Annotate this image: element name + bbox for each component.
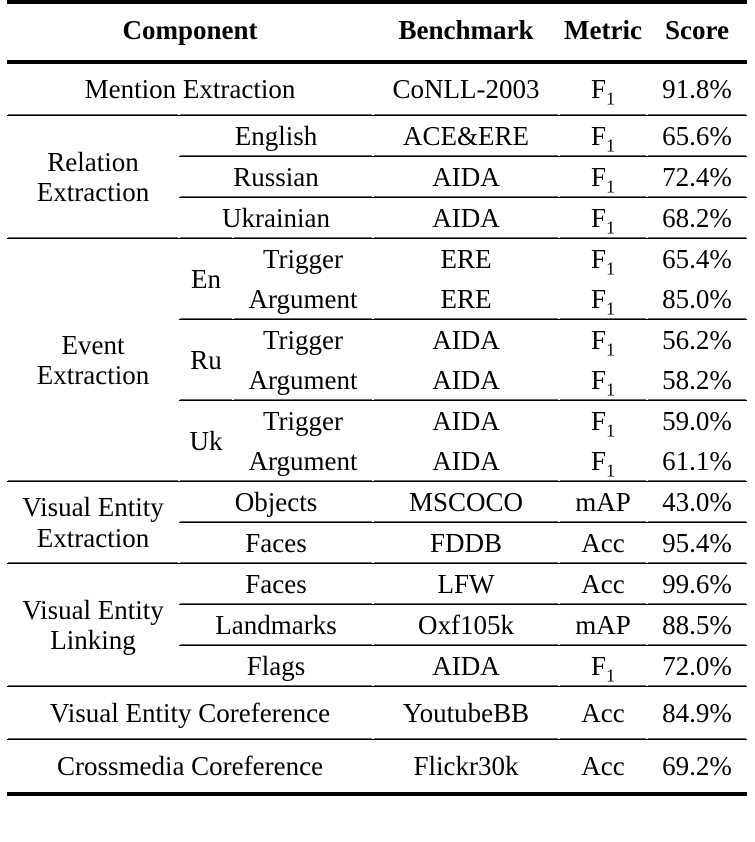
table-row (7, 564, 747, 605)
component-visual-entity-linking: Visual Entity Linking (7, 564, 179, 687)
metric-value: $F_1$ (591, 445, 615, 480)
score-value: 68.2% (647, 198, 747, 239)
metric-value: $F_1$ (559, 157, 647, 198)
subcomponent-label: Trigger (233, 239, 373, 280)
subcomponent-label: Flags (179, 646, 373, 687)
score-value: 65.4% (647, 239, 747, 280)
metric-subscript: 1 (606, 664, 615, 685)
benchmark-value: AIDA (373, 646, 559, 687)
benchmark-value: AIDA (432, 445, 500, 476)
component-visual-entity-coreference: Visual Entity Coreference (7, 687, 373, 740)
benchmark-value: AIDA (373, 198, 559, 239)
metric-value: $F_1$ (559, 320, 647, 361)
language-en: En (179, 239, 233, 320)
subcomponent-label: Trigger (233, 320, 373, 361)
column-header-metric: Metric (559, 2, 647, 62)
metric-subscript: 1 (606, 338, 615, 359)
score-value: 65.6% (647, 116, 747, 157)
metric-subscript: 1 (606, 297, 615, 318)
language-uk: Uk (179, 401, 233, 482)
score-value: 56.2% (647, 320, 747, 361)
table-row (7, 687, 747, 740)
score-value: 85.0% (662, 283, 732, 314)
metric-value: $F_1$ (559, 116, 647, 157)
subcomponent-label: Objects (179, 482, 373, 523)
subcomponent-label: Argument (248, 445, 358, 476)
header-row (7, 2, 747, 62)
table-row (7, 482, 747, 523)
metric-value: mAP (559, 605, 647, 646)
score-value: 59.0% (647, 401, 747, 442)
column-header-component: Component (7, 2, 373, 62)
metric-value: Acc (559, 564, 647, 605)
benchmark-value: ERE (440, 283, 492, 314)
table-row (7, 239, 747, 280)
subcomponent-label: English (179, 116, 373, 157)
benchmark-value: Flickr30k (373, 740, 559, 795)
component-crossmedia-coreference: Crossmedia Coreference (7, 740, 373, 795)
subcomponent-label: Faces (179, 564, 373, 605)
metric-value: mAP (559, 482, 647, 523)
benchmark-value: FDDB (373, 523, 559, 564)
benchmark-value: CoNLL-2003 (373, 62, 559, 116)
score-value: 88.5% (647, 605, 747, 646)
score-value: 69.2% (647, 740, 747, 795)
metric-value: $F_1$ (591, 283, 615, 318)
column-header-benchmark: Benchmark (373, 2, 559, 62)
benchmark-value: AIDA (373, 157, 559, 198)
subcomponent-label: Faces (179, 523, 373, 564)
benchmark-value: MSCOCO (373, 482, 559, 523)
benchmark-value: AIDA (432, 364, 500, 395)
subcomponent-label: Trigger (233, 401, 373, 442)
component-event-extraction: Event Extraction (7, 239, 179, 482)
score-value: 99.6% (647, 564, 747, 605)
metric-subscript: 1 (606, 175, 615, 196)
component-relation-extraction: Relation Extraction (7, 116, 179, 239)
score-value: 72.0% (647, 646, 747, 687)
benchmark-value: AIDA (373, 401, 559, 442)
metric-value: Acc (559, 523, 647, 564)
metric-value: $F_1$ (559, 198, 647, 239)
metric-subscript: 1 (606, 378, 615, 399)
score-value: 61.1% (662, 445, 732, 476)
table-row (7, 62, 747, 116)
component-mention-extraction: Mention Extraction (7, 62, 373, 116)
benchmark-results-table (7, 0, 747, 796)
metric-value: Acc (559, 740, 647, 795)
benchmark-value: ACE&ERE (373, 116, 559, 157)
metric-value: $F_1$ (591, 364, 615, 399)
table-row (7, 740, 747, 795)
language-ru: Ru (179, 320, 233, 401)
metric-value: $F_1$ (559, 401, 647, 442)
benchmark-value: Oxf105k (373, 605, 559, 646)
benchmark-value: ERE (373, 239, 559, 280)
metric-subscript: 1 (606, 419, 615, 440)
benchmark-value: LFW (373, 564, 559, 605)
metric-subscript: 1 (606, 257, 615, 278)
subcomponent-label: Argument (248, 364, 358, 395)
benchmark-value: AIDA (373, 320, 559, 361)
score-value: 91.8% (647, 62, 747, 116)
table-row (7, 116, 747, 157)
metric-subscript: 1 (606, 216, 615, 237)
subcomponent-label: Landmarks (179, 605, 373, 646)
subcomponent-label: Russian (179, 157, 373, 198)
table-header (7, 2, 747, 62)
metric-value: $F_1$ (559, 239, 647, 280)
score-value: 43.0% (647, 482, 747, 523)
column-header-score: Score (647, 2, 747, 62)
score-value: 84.9% (647, 687, 747, 740)
metric-subscript: 1 (606, 459, 615, 480)
subcomponent-label: Ukrainian (179, 198, 373, 239)
subcomponent-label: Argument (248, 283, 358, 314)
metric-value: $F_1$ (559, 62, 647, 116)
component-visual-entity-extraction: Visual Entity Extraction (7, 482, 179, 564)
benchmark-value: YoutubeBB (373, 687, 559, 740)
score-value: 95.4% (647, 523, 747, 564)
score-value: 72.4% (647, 157, 747, 198)
table-body (7, 62, 747, 795)
score-value: 58.2% (662, 364, 732, 395)
metric-value: $F_1$ (559, 646, 647, 687)
metric-subscript: 1 (606, 87, 615, 108)
metric-value: Acc (559, 687, 647, 740)
metric-subscript: 1 (606, 134, 615, 155)
